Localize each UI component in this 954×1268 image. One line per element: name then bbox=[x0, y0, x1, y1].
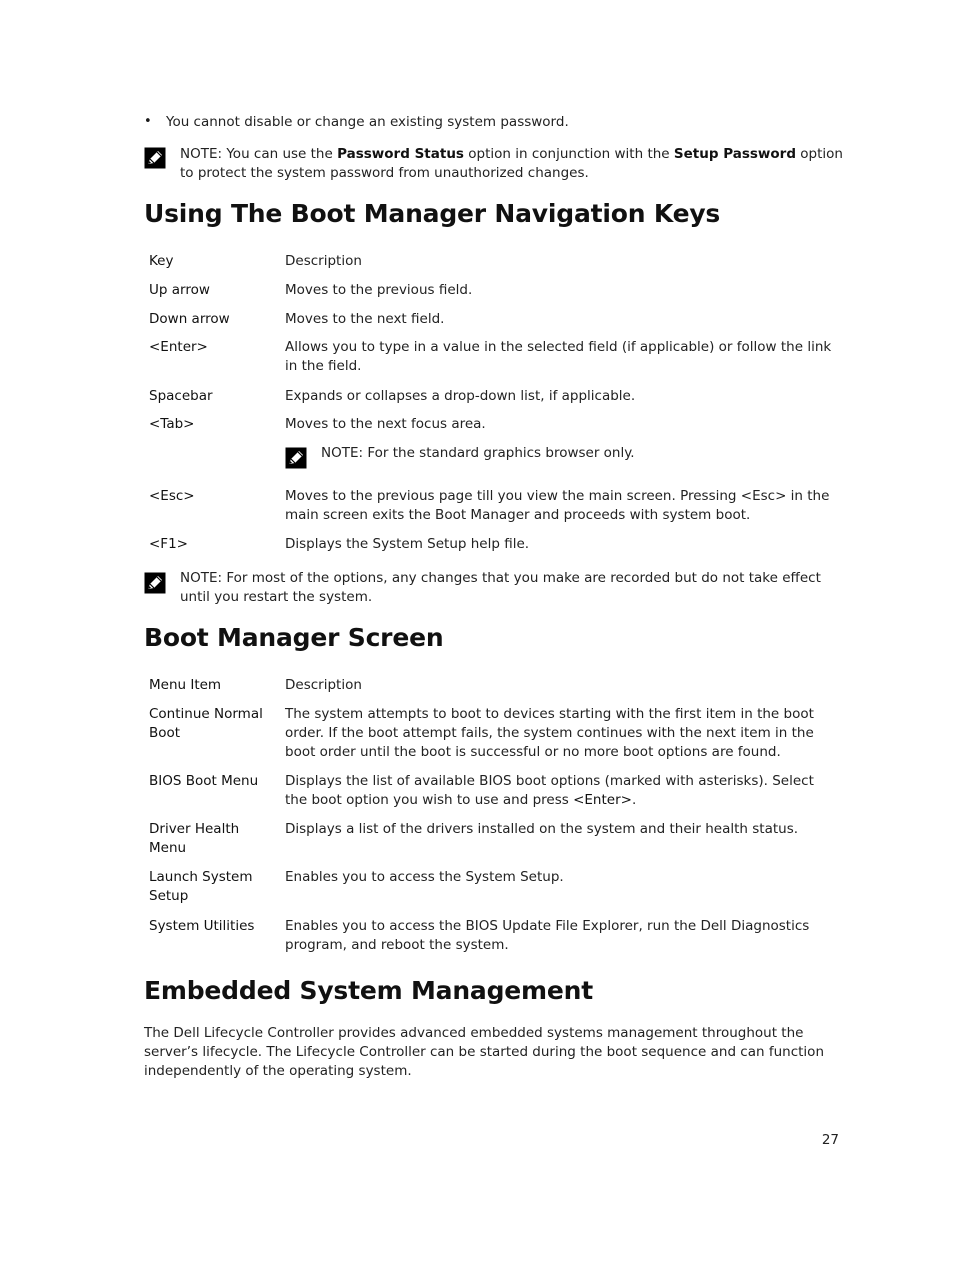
page-number: 27 bbox=[821, 1132, 839, 1148]
table-cell-description: The system attempts to boot to devices starting with the first item in the boot order. If the boot attempt fails, the system continues with the next item in the boot order until the boot is successful or no more boot options are found. bbox=[285, 706, 814, 760]
table-cell-key: Up arrow bbox=[149, 282, 210, 298]
table-cell-description: Displays a list of the drivers installed on the system and their health status. bbox=[285, 821, 799, 837]
table-cell-description: Displays the list of available BIOS boot options (marked with asterisks). Select the boot option you wish to use and press <Enter>. bbox=[285, 773, 814, 808]
note-changes-effect: NOTE: For most of the options, any changes that you make are recorded but do not take effect until you restart the system. bbox=[180, 570, 821, 605]
table-cell-key: BIOS Boot Menu bbox=[149, 773, 259, 789]
note-label: NOTE: bbox=[180, 570, 223, 586]
table-cell-description: Expands or collapses a drop-down list, if applicable. bbox=[285, 388, 636, 404]
table-cell-description: Moves to the next focus area. bbox=[285, 416, 486, 432]
table-cell-key: Launch System Setup bbox=[149, 869, 253, 904]
note-label: NOTE: bbox=[321, 445, 364, 461]
table-cell-description: Displays the System Setup help file. bbox=[285, 536, 530, 552]
table-cell-description: Enables you to access the System Setup. bbox=[285, 869, 564, 885]
table-cell-key: Down arrow bbox=[149, 311, 230, 327]
table-cell-key: <F1> bbox=[149, 536, 188, 552]
table-cell-key: Driver Health Menu bbox=[149, 821, 240, 856]
note-pencil-icon bbox=[144, 147, 164, 167]
table-cell-description: Enables you to access the BIOS Update File Explorer, run the Dell Diagnostics program, and reboot the system. bbox=[285, 918, 810, 953]
enter-key-label: <Enter> bbox=[573, 792, 632, 808]
table-cell-key: Spacebar bbox=[149, 388, 213, 404]
table-cell-key: System Utilities bbox=[149, 918, 255, 934]
table-cell-description: Allows you to type in a value in the selected field (if applicable) or follow the link in the field. bbox=[285, 339, 832, 374]
table-header-description: Description bbox=[285, 677, 362, 693]
table-header-key: Key bbox=[149, 253, 174, 269]
note-pencil-icon bbox=[144, 572, 164, 592]
table-cell-key: Continue Normal Boot bbox=[149, 706, 263, 741]
note-tab-browser: NOTE: For the standard graphics browser only. bbox=[321, 445, 635, 461]
table-header-description: Description bbox=[285, 253, 362, 269]
table-cell-description: Moves to the previous page till you view the main screen. Pressing <Esc> in the main screen exits the Boot Manager and proceeds with system boot. bbox=[285, 488, 830, 523]
note-password-status: NOTE: You can use the Password Status option in conjunction with the Setup Password option to protect the system password from unauthorized changes. bbox=[180, 146, 843, 181]
note-pencil-icon bbox=[285, 447, 305, 467]
table-cell-key: <Enter> bbox=[149, 339, 208, 355]
table-cell-key: <Tab> bbox=[149, 416, 195, 432]
section-title-embedded-system-management: Embedded System Management bbox=[144, 976, 593, 1005]
section-title-boot-manager-screen: Boot Manager Screen bbox=[144, 623, 444, 652]
note-label: NOTE: bbox=[180, 146, 223, 162]
bullet-dot: • bbox=[144, 114, 152, 129]
table-cell-description: Moves to the next field. bbox=[285, 311, 445, 327]
table-header-menu-item: Menu Item bbox=[149, 677, 222, 693]
table-cell-description: Moves to the previous field. bbox=[285, 282, 473, 298]
section-title-navigation-keys: Using The Boot Manager Navigation Keys bbox=[144, 199, 721, 228]
embedded-management-paragraph: The Dell Lifecycle Controller provides advanced embedded systems management throughout the server’s lifecycle. The Lifecycle Controller can be started during the boot sequence and can function independently of the operating system. bbox=[144, 1025, 824, 1079]
bullet-text: You cannot disable or change an existing system password. bbox=[166, 114, 569, 130]
table-cell-key: <Esc> bbox=[149, 488, 195, 504]
